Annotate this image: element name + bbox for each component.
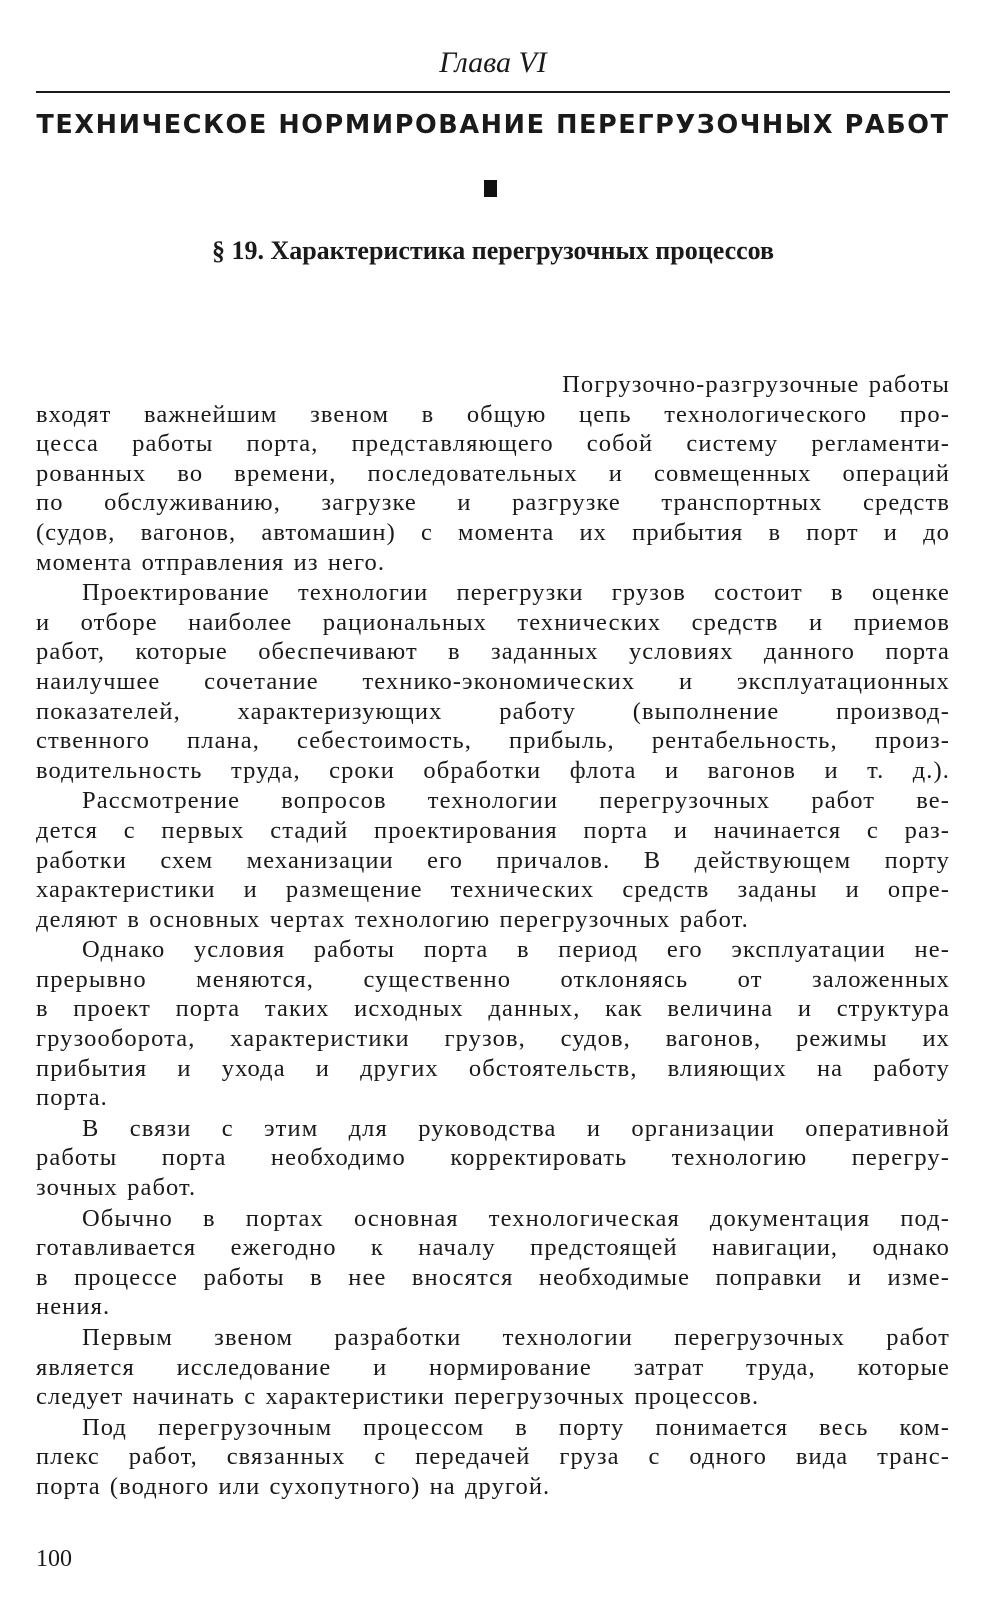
page-number: 100 [36, 1546, 72, 1572]
text-line: Обычно в портах основная технологическая документация под- [82, 1204, 950, 1232]
text-line: Рассмотрение вопросов технологии перегрузочных работ ве- [82, 787, 950, 815]
paragraph [36, 786, 950, 934]
header-rule [36, 91, 950, 93]
text-line: (судов, вагонов, автомашин) с момента их прибытия в порт и до [36, 518, 950, 546]
text-line: порта (водного или сухопутного) на другой. [36, 1472, 551, 1500]
text-line: деляют в основных чертах технологию перегрузочных работ. [36, 905, 749, 933]
paragraph [36, 370, 950, 577]
text-line: показателей, характеризующих работу (выполнение производ- [36, 697, 950, 725]
text-line: следует начинать с характеристики перегрузочных процессов. [36, 1383, 760, 1411]
text-line: в процессе работы в нее вносятся необходимые поправки и изме- [36, 1263, 950, 1291]
text-line: в проект порта таких исходных данных, как величина и структура [36, 995, 950, 1023]
text-line: водительность труда, сроки обработки флота и вагонов и т. д.). [36, 756, 950, 784]
text-line: Погрузочно-разгрузочные работы [562, 371, 950, 398]
text-line: дется с первых стадий проектирования порта и начинается с раз- [36, 816, 950, 844]
text-line: работки схем механизации его причалов. В действующем порту [36, 846, 950, 874]
text-line: Однако условия работы порта в период его эксплуатации не- [82, 936, 950, 964]
text-line: Первым звеном разработки технологии перегрузочных работ [82, 1324, 950, 1351]
text-line: грузооборота, характеристики грузов, судов, вагонов, режимы их [36, 1025, 950, 1053]
chapter-title: ТЕХНИЧЕСКОЕ НОРМИРОВАНИЕ ПЕРЕГРУЗОЧНЫХ РАБОТ [36, 110, 950, 140]
square-ornament-icon [484, 180, 497, 197]
text-line: прибытия и ухода и других обстоятельств, влияющих на работу [36, 1054, 950, 1082]
paragraph [36, 578, 950, 785]
text-line: характеристики и размещение технических средств заданы и опре- [36, 876, 950, 904]
book-page [36, 0, 950, 1600]
text-line: момента отправления из него. [36, 548, 386, 576]
paragraph [36, 1323, 950, 1412]
text-line: Проектирование технологии перегрузки грузов состоит в оценке [82, 579, 950, 607]
paragraph [36, 1204, 950, 1322]
text-line: готавливается ежегодно к началу предстоящей навигации, однако [36, 1234, 950, 1262]
text-line: нения. [36, 1293, 111, 1321]
text-line: по обслуживанию, загрузке и разгрузке транспортных средств [36, 489, 950, 517]
paragraph [36, 935, 950, 1113]
chapter-heading: Глава VI [439, 46, 547, 79]
text-line: является исследование и нормирование затрат труда, которые [36, 1353, 950, 1381]
text-line: и отборе наиболее рациональных технических средств и приемов [36, 608, 950, 636]
body-text [36, 370, 950, 1502]
section-heading: § 19. Характеристика перегрузочных процессов [211, 236, 775, 265]
text-line: зочных работ. [36, 1174, 197, 1202]
text-line: работы порта необходимо корректировать технологию перегру- [36, 1144, 950, 1172]
paragraph [36, 1114, 950, 1203]
text-line: Под перегрузочным процессом в порту понимается весь ком- [82, 1413, 950, 1441]
paragraph [36, 1413, 950, 1502]
text-line: рованных во времени, последовательных и совмещенных операций [36, 459, 950, 487]
text-line: цесса работы порта, представляющего собой систему регламенти- [36, 430, 950, 458]
text-line: входят важнейшим звеном в общую цепь технологического про- [36, 400, 950, 428]
text-line: работ, которые обеспечивают в заданных условиях данного порта [36, 638, 950, 666]
text-line: прерывно меняются, существенно отклоняясь от заложенных [36, 965, 950, 993]
text-line: ственного плана, себестоимость, прибыль, рентабельность, произ- [36, 727, 950, 755]
text-line: плекс работ, связанных с передачей груза с одного вида транс- [36, 1443, 950, 1471]
text-line: наилучшее сочетание технико-экономических и эксплуатационных [36, 667, 950, 695]
text-line: В связи с этим для руководства и организации оперативной [82, 1114, 950, 1142]
text-line: порта. [36, 1084, 108, 1112]
